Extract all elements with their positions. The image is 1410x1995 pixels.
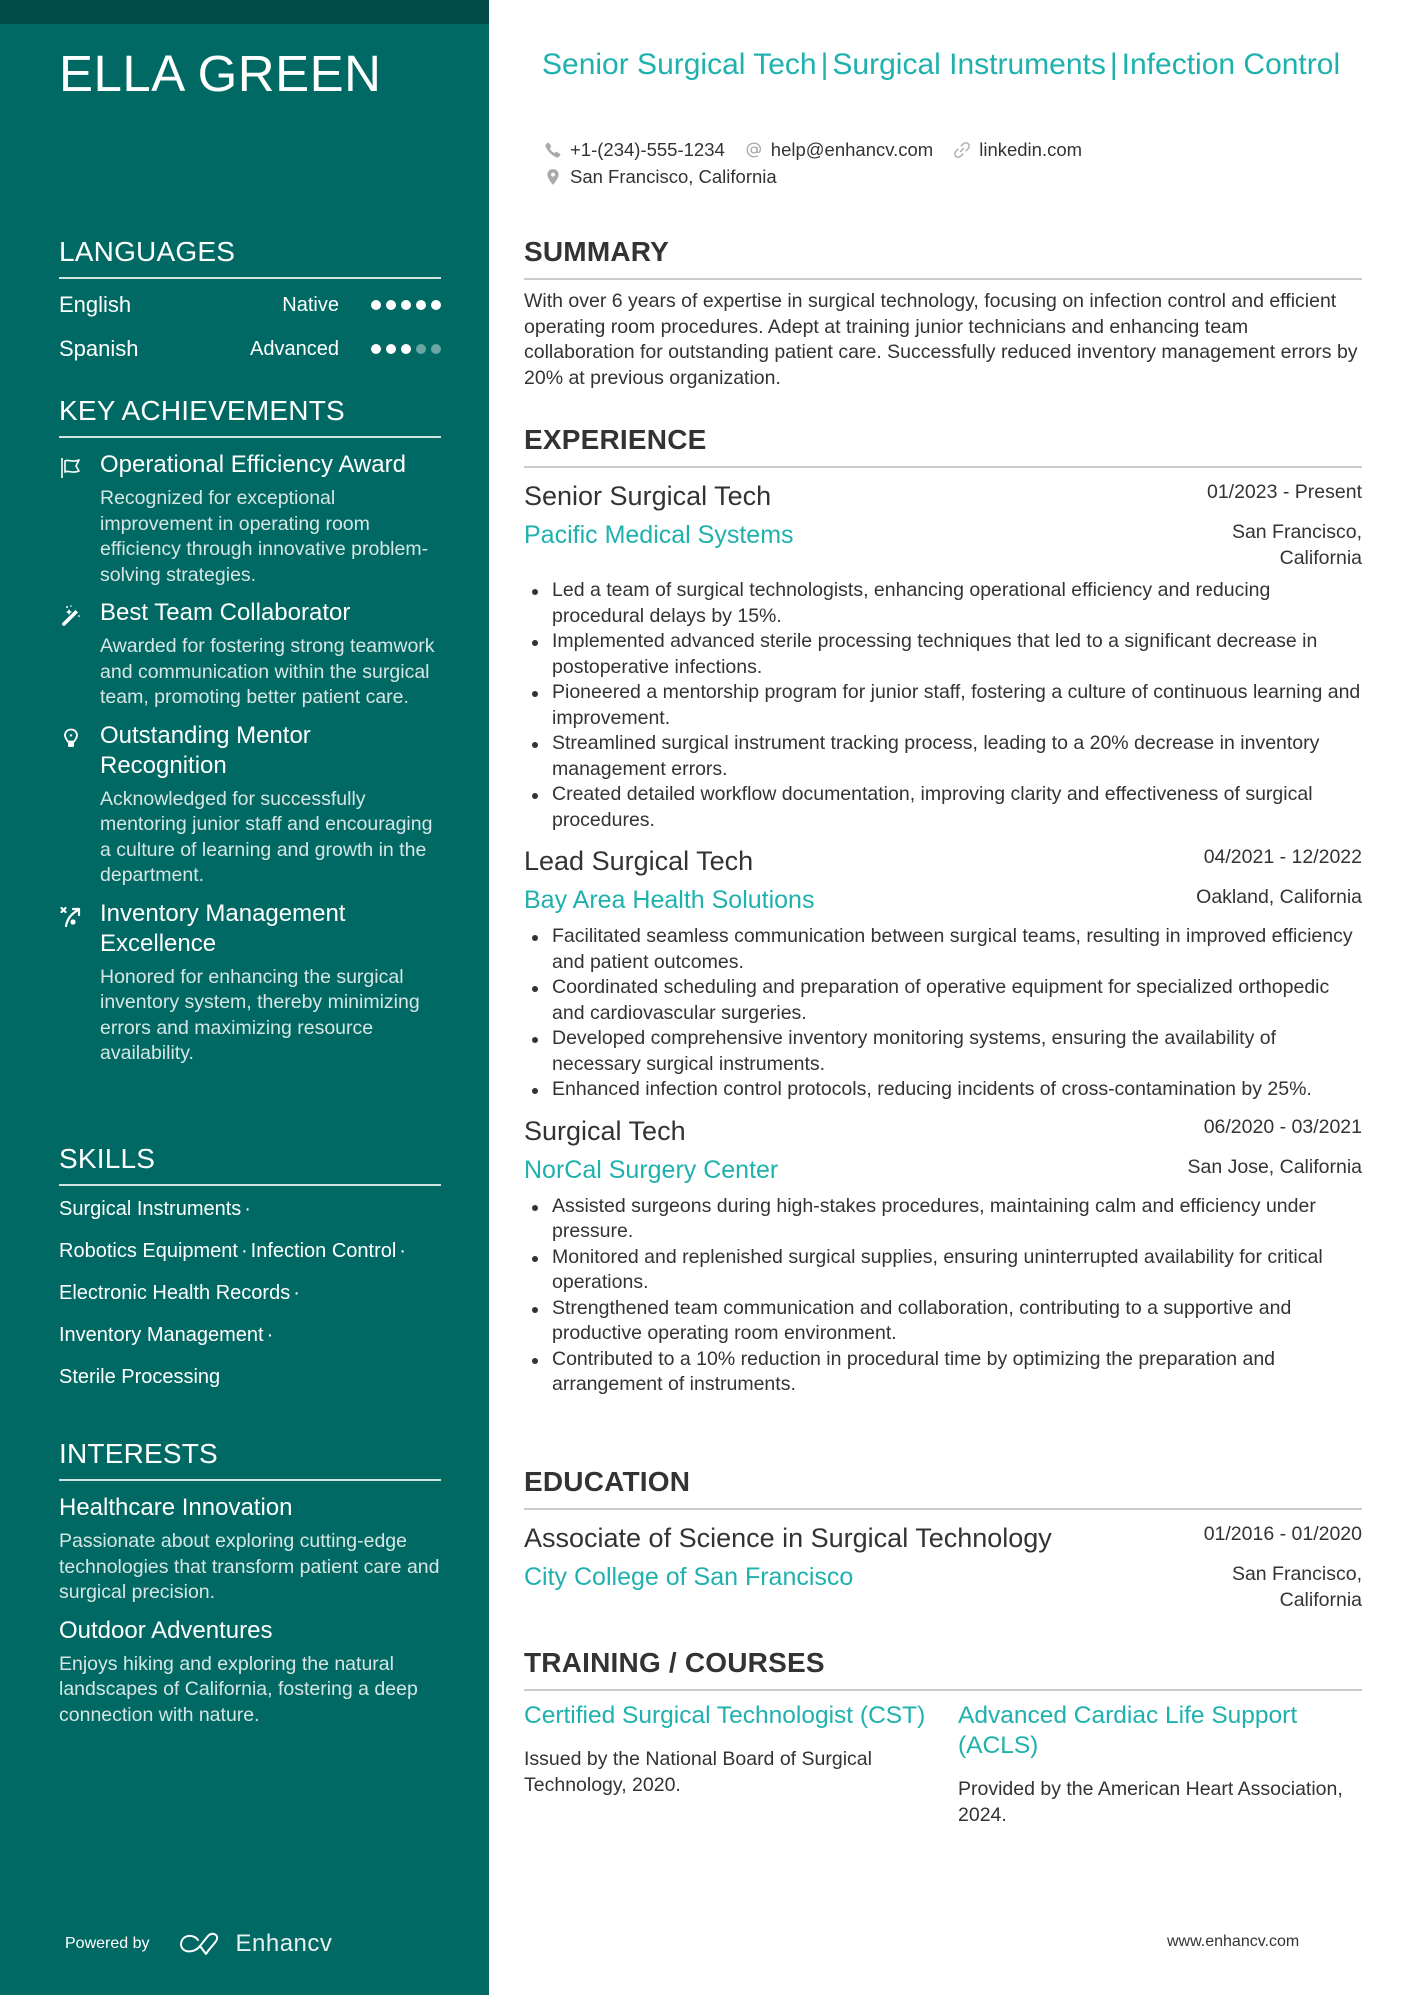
achievement-item [59, 598, 441, 711]
company-name: NorCal Surgery Center [524, 1155, 779, 1184]
contact-email[interactable] [745, 139, 933, 161]
education-dates: 01/2016 - 01/2020 [1203, 1523, 1362, 1545]
magic-wand-icon [59, 604, 83, 628]
achievement-title: Inventory Management Excellence [100, 899, 346, 957]
job-bullets [524, 924, 1362, 1103]
language-rating [371, 300, 441, 310]
phone-number: +1-(234)-555-1234 [570, 138, 725, 160]
skills-line [59, 1356, 441, 1398]
skills-line [59, 1272, 441, 1314]
headline [542, 46, 1362, 83]
enhancv-brand[interactable]: Enhancv [235, 1930, 333, 1957]
job-dates: 04/2021 - 12/2022 [1203, 846, 1362, 868]
key-achievements-section [59, 395, 441, 1067]
contact-row [544, 163, 1364, 190]
school-name: City College of San Francisco [524, 1563, 854, 1591]
experience-section [524, 424, 1362, 1398]
achievement-item [59, 721, 441, 889]
skill-item: Electronic Health Records [59, 1282, 291, 1304]
job-location: Oakland, California [1196, 886, 1362, 908]
contact-row [544, 136, 1364, 163]
course-description: Issued by the National Board of Surgical Technology, 2020. [524, 1748, 872, 1796]
education-heading: EDUCATION [524, 1466, 1362, 1510]
job-dates: 06/2020 - 03/2021 [1203, 1115, 1362, 1138]
course-title: Certified Surgical Technologist (CST) [524, 1702, 926, 1729]
headline-skill: Infection Control [1121, 48, 1341, 81]
course-title: Advanced Cardiac Life Support (ACLS) [958, 1702, 1298, 1759]
language-item [59, 283, 441, 327]
achievement-title: Outstanding Mentor Recognition [100, 721, 311, 779]
education-item [524, 1520, 1362, 1613]
interests-section [59, 1438, 441, 1728]
bullet-item: Contributed to a 10% reduction in procedural time by optimizing the preparation and arrangement of instruments. [524, 1347, 1362, 1398]
bullet-item: Assisted surgeons during high-stakes procedures, maintaining calm and efficiency under pressure. [524, 1194, 1362, 1245]
degree-title: Associate of Science in Surgical Technology [524, 1523, 1052, 1553]
achievement-description: Recognized for exceptional improvement in operating room efficiency through innovative problem-solving strategies. [100, 487, 429, 586]
job-bullets [524, 1194, 1362, 1398]
rating-dot-filled [386, 300, 396, 310]
bullet-item: Coordinated scheduling and preparation of operative equipment for specialized orthopedic and cardiovascular surgeries. [524, 975, 1362, 1026]
skill-separator: · [266, 1324, 274, 1346]
enhancv-logo-icon[interactable] [178, 1932, 224, 1956]
bullet-item: Led a team of surgical technologists, enhancing operational efficiency and reducing procedural delays by 15%. [524, 578, 1362, 629]
bullet-item: Enhanced infection control protocols, reducing incidents of cross-contamination by 25%. [524, 1077, 1362, 1103]
bullet-item: Implemented advanced sterile processing techniques that led to a significant decrease in postoperative infections. [524, 629, 1362, 680]
job-location: San Jose, California [1187, 1155, 1362, 1178]
skill-item: Infection Control [250, 1240, 397, 1262]
bullet-item: Strengthened team communication and collaboration, contributing to a supportive and productive operating room environment. [524, 1296, 1362, 1347]
flag-icon [59, 456, 83, 480]
languages-heading: LANGUAGES [59, 236, 441, 279]
powered-by-label: Powered by [65, 1935, 150, 1952]
interest-description: Passionate about exploring cutting-edge technologies that transform patient care and surgical precision. [59, 1530, 440, 1603]
company-name: Pacific Medical Systems [524, 521, 794, 549]
sidebar-top-strip [0, 0, 489, 24]
link-icon [953, 141, 971, 159]
skill-separator: · [240, 1240, 248, 1262]
skill-item: Inventory Management [59, 1324, 264, 1346]
lightbulb-icon [59, 727, 83, 751]
powered-by-footer [65, 1930, 332, 1958]
strategy-icon [59, 905, 83, 929]
phone-icon [544, 141, 562, 159]
rating-dot-filled [386, 344, 396, 354]
training-section [524, 1647, 1362, 1828]
achievement-description: Acknowledged for successfully mentoring junior staff and encouraging a culture of learning and growth in the department. [100, 787, 433, 886]
skills-heading: SKILLS [59, 1143, 441, 1186]
headline-skill: Surgical Instruments [832, 48, 1106, 81]
summary-heading: SUMMARY [524, 236, 1362, 280]
interest-title: Outdoor Adventures [59, 1616, 273, 1644]
achievement-item [59, 450, 441, 588]
interest-title: Healthcare Innovation [59, 1494, 293, 1521]
courses-grid [524, 1701, 1362, 1828]
skill-item: Robotics Equipment [59, 1240, 238, 1262]
contact-info [544, 136, 1364, 190]
skill-separator: · [293, 1282, 300, 1304]
experience-item [524, 1113, 1362, 1398]
at-sign-icon [745, 141, 763, 159]
key-achievements-heading: KEY ACHIEVEMENTS [59, 395, 441, 438]
course-item [958, 1701, 1362, 1828]
experience-heading: EXPERIENCE [524, 424, 1362, 468]
candidate-name: ELLA GREEN [59, 45, 382, 102]
language-level: Native [282, 293, 339, 316]
rating-dot-filled [431, 300, 441, 310]
job-title: Senior Surgical Tech [524, 481, 772, 511]
bullet-item: Developed comprehensive inventory monitoring systems, ensuring the availability of necessary surgical instruments. [524, 1026, 1362, 1077]
contact-location [544, 166, 777, 188]
headline-separator: | [820, 48, 829, 81]
course-description: Provided by the American Heart Association, 2024. [958, 1778, 1343, 1826]
email-address: help@enhancv.com [770, 138, 934, 160]
rating-dot-filled [401, 344, 411, 354]
location-pin-icon [544, 168, 562, 186]
rating-dot-filled [401, 300, 411, 310]
bullet-item: Created detailed workflow documentation, improving clarity and effectiveness of surgical procedures. [524, 782, 1362, 833]
bullet-item: Facilitated seamless communication between surgical teams, resulting in improved efficiency and patient outcomes. [524, 924, 1362, 975]
skill-item: Sterile Processing [59, 1366, 221, 1388]
achievement-description: Honored for enhancing the surgical inventory system, thereby minimizing errors and maximizing resource availability. [100, 965, 420, 1064]
job-title: Lead Surgical Tech [524, 846, 754, 876]
achievement-item [59, 899, 441, 1067]
skills-line [59, 1314, 441, 1356]
bullet-item: Monitored and replenished surgical supplies, ensuring uninterrupted availability for critical operations. [524, 1245, 1362, 1296]
job-title: Surgical Tech [524, 1115, 686, 1146]
summary-text: With over 6 years of expertise in surgical technology, focusing on infection control and efficient operating room procedures. Adept at training junior technicians and enhancing team collaboration for outstanding patient care. Successfully reduced inventory management errors by 20% at previous organization. [524, 290, 1358, 389]
education-location: San Francisco, California [1231, 1563, 1362, 1611]
skill-separator: · [244, 1198, 251, 1220]
location-text: San Francisco, California [570, 165, 777, 187]
link-url: linkedin.com [979, 138, 1083, 160]
contact-link[interactable] [953, 139, 1082, 161]
education-section [524, 1466, 1362, 1613]
skills-section [59, 1143, 441, 1398]
skills-line [59, 1188, 441, 1230]
summary-section [524, 236, 1362, 391]
job-bullets [524, 578, 1362, 833]
headline-role: Senior Surgical Tech [542, 48, 817, 81]
company-name: Bay Area Health Solutions [524, 886, 815, 914]
language-item [59, 327, 441, 371]
language-name: Spanish [59, 336, 139, 361]
language-level: Advanced [250, 337, 339, 360]
course-item [524, 1701, 928, 1828]
training-heading: TRAINING / COURSES [524, 1647, 1362, 1691]
skill-separator: · [399, 1240, 406, 1262]
sidebar [0, 0, 489, 1995]
rating-dot-filled [416, 300, 426, 310]
contact-phone[interactable] [544, 139, 725, 161]
achievement-title: Best Team Collaborator [100, 599, 351, 626]
interests-heading: INTERESTS [59, 1438, 441, 1481]
skills-line [59, 1230, 441, 1272]
experience-item [524, 478, 1362, 833]
rating-dot-filled [371, 344, 381, 354]
job-dates: 01/2023 - Present [1206, 481, 1362, 503]
bullet-item: Pioneered a mentorship program for junior staff, fostering a culture of continuous learning and improvement. [524, 680, 1362, 731]
rating-dot-empty [431, 344, 441, 354]
language-name: English [59, 292, 132, 317]
footer-website-link[interactable]: www.enhancv.com [1167, 1933, 1300, 1950]
headline-separator: | [1109, 48, 1118, 81]
achievement-description: Awarded for fostering strong teamwork and communication within the surgical team, promoting better patient care. [100, 635, 435, 708]
skill-item: Surgical Instruments [59, 1198, 242, 1220]
rating-dot-empty [416, 344, 426, 354]
bullet-item: Streamlined surgical instrument tracking process, leading to a 20% decrease in inventory management errors. [524, 731, 1362, 782]
language-rating [371, 344, 441, 354]
experience-item [524, 843, 1362, 1103]
job-location: San Francisco, California [1231, 521, 1362, 569]
languages-section [59, 236, 441, 371]
interest-description: Enjoys hiking and exploring the natural landscapes of California, fostering a deep connection with nature. [59, 1652, 418, 1726]
rating-dot-filled [371, 300, 381, 310]
achievement-title: Operational Efficiency Award [100, 451, 406, 478]
